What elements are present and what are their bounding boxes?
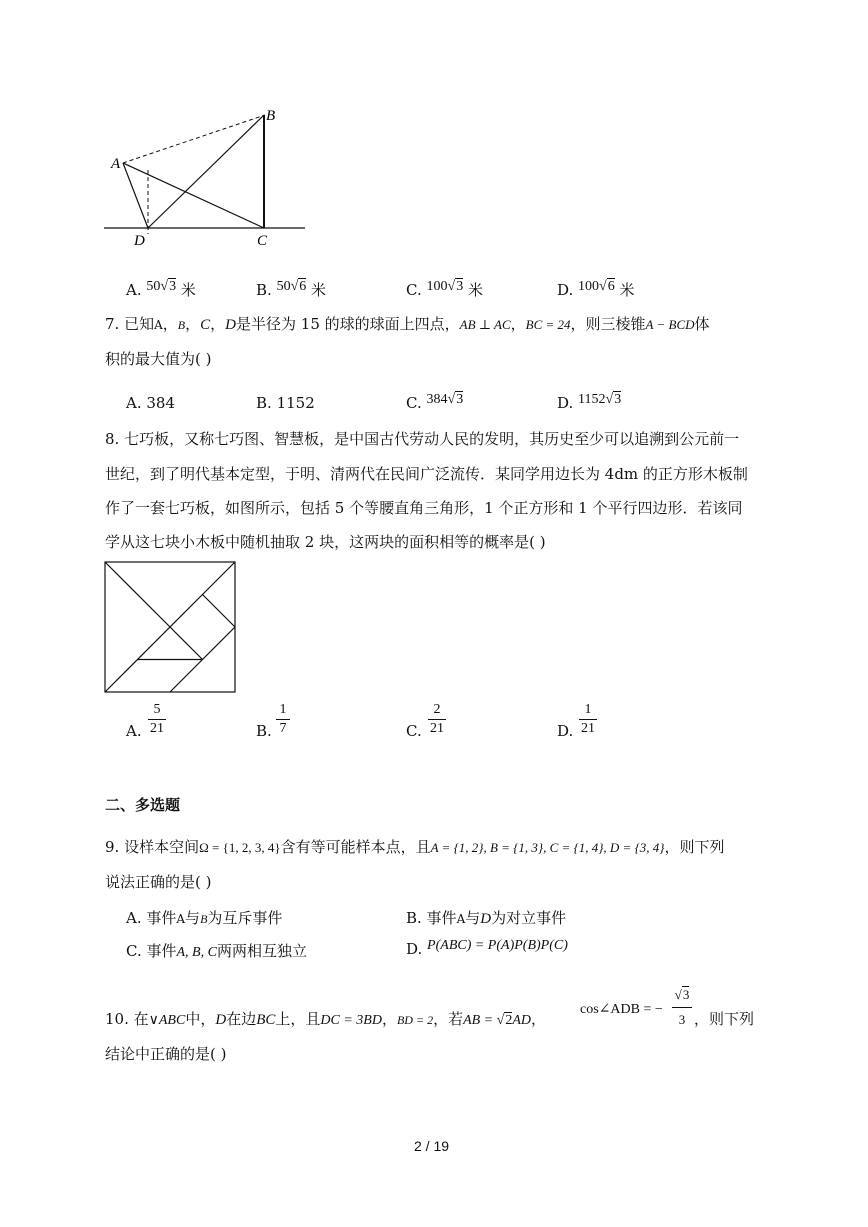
q10-stem-line2: 结论中正确的是( ) — [105, 1045, 227, 1063]
q7-stem-line1: 7. 已知A，B，C，D是半径为 15 的球的球面上四点，AB ⊥ AC，BC = 24，则三棱锥A − BCD体 — [105, 315, 710, 333]
q6-option-d[interactable]: D. 100√6 米 — [557, 279, 635, 299]
q9-option-b[interactable]: B. 事件A与D为对立事件 — [406, 909, 567, 927]
q8-option-a[interactable]: A. 5 21 — [126, 702, 164, 740]
q9-option-d[interactable]: D. P(ABC) = P(A)P(B)P(C) — [406, 938, 568, 958]
q9-option-a[interactable]: A. 事件A与B为互斥事件 — [126, 909, 283, 927]
q8-stem-line1: 8. 七巧板，又称七巧图、智慧板，是中国古代劳动人民的发明，其历史至少可以追溯到公元前一 — [105, 430, 740, 448]
q7-option-c[interactable]: C. 384√3 — [406, 392, 464, 412]
q8-stem-line2: 世纪，到了明代基本定型，于明、清两代在民间广泛流传．某同学用边长为 4dm 的正方形木板制 — [105, 465, 748, 483]
section-heading-multiple-choice: 二、多选题 — [105, 796, 181, 814]
label-a: A — [111, 156, 121, 172]
q7-stem-line2: 积的最大值为( ) — [105, 350, 212, 368]
label-b: B — [266, 108, 276, 124]
tangram-figure — [103, 560, 237, 694]
q8-stem-line4: 学从这七块小木板中随机抽取 2 块，这两块的面积相等的概率是( ) — [105, 533, 546, 551]
segment-ab — [123, 115, 265, 163]
label-d: D — [134, 233, 145, 249]
q6-option-c[interactable]: C. 100√3 米 — [406, 279, 483, 299]
q6-option-a[interactable]: A. 50√3 米 — [126, 279, 196, 299]
segment-db — [148, 115, 264, 228]
tangram-edge-square-right — [203, 595, 236, 628]
q9-stem-line1: 9. 设样本空间Ω = {1, 2, 3, 4}含有等可能样本点，且A = {1, 2}, B = {1, 3}, C = {1, 4}, D = {3, 4}，则下列 — [105, 838, 725, 856]
q9-stem-line2: 说法正确的是( ) — [105, 873, 212, 891]
q7-option-b[interactable]: B. 1152 — [256, 394, 315, 412]
label-c: C — [257, 233, 268, 249]
page-number: 2 / 19 — [414, 1138, 450, 1154]
tangram-edge-square-bottom — [170, 627, 203, 660]
q6-option-b[interactable]: B. 50√6 米 — [256, 279, 327, 299]
q8-option-c[interactable]: C. 2 21 — [406, 702, 444, 740]
q8-option-b[interactable]: B. 1 7 — [256, 702, 316, 742]
q10-stem-line1: 10. 在∨ABC中，D在边BC上，且DC = 3BD，BD = 2，若AB = √2AD， — [105, 1010, 547, 1028]
q7-option-d[interactable]: D. 1152√3 — [557, 392, 622, 412]
tangram-diagonal-top-left — [105, 562, 170, 627]
q8-option-d[interactable]: D. 1 21 — [557, 702, 595, 740]
q8-stem-line3: 作了一套七巧板，如图所示，包括 5 个等腰直角三角形，1 个正方形和 1 个平行四边形．若该同 — [105, 499, 743, 517]
q10-cos-expression: cos∠ADB = − √3 3 ，则下列 — [580, 987, 755, 1028]
q7-option-a[interactable]: A. 384 — [126, 394, 176, 412]
geometry-figure — [100, 100, 310, 250]
q9-option-c[interactable]: C. 事件A, B, C两两相互独立 — [126, 942, 307, 960]
